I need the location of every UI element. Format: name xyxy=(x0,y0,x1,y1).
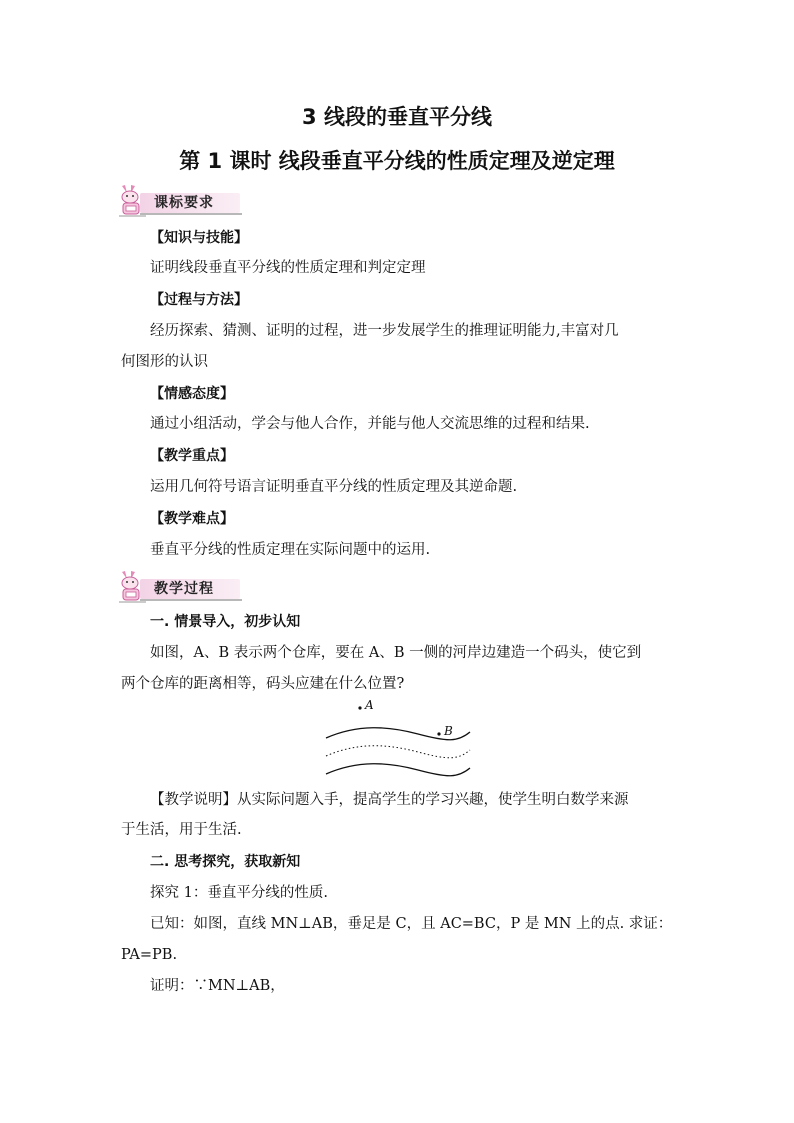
page-subtitle: 第 1 课时 线段垂直平分线的性质定理及逆定理 xyxy=(179,149,615,173)
teaching-note-continued: 于生活，用于生活. xyxy=(121,822,242,838)
emotion-text: 通过小组活动，学会与他人合作，并能与他人交流思维的过程和结果. xyxy=(150,416,590,432)
process-text-continued: 何图形的认识 xyxy=(121,354,208,370)
riverbank-bottom xyxy=(326,764,470,776)
section2-heading: 二. 思考探究，获取新知 xyxy=(150,854,301,870)
cartoon-mascot-icon xyxy=(116,182,150,218)
label-b: B xyxy=(444,724,453,738)
point-b xyxy=(437,732,440,735)
teaching-note: 【教学说明】从实际问题入手，提高学生的学习兴趣，使学生明白数学来源 xyxy=(150,792,629,808)
section1-text: 如图，A、B 表示两个仓库，要在 A、B 一侧的河岸边建造一个码头，使它到 xyxy=(150,645,642,661)
banner-underline xyxy=(140,213,242,215)
given-text-continued: PA=PB. xyxy=(121,947,178,963)
river-centerline xyxy=(326,746,470,758)
knowledge-text: 证明线段垂直平分线的性质定理和判定定理 xyxy=(150,260,426,276)
cartoon-mascot-icon xyxy=(116,568,150,604)
label-a: A xyxy=(365,698,374,712)
river-warehouse-figure xyxy=(318,694,478,784)
banner-label: 教学过程 xyxy=(154,581,214,597)
difficulty-text: 垂直平分线的性质定理在实际问题中的运用. xyxy=(150,542,431,558)
focus-heading: 【教学重点】 xyxy=(150,448,234,464)
banner-label: 课标要求 xyxy=(154,195,214,211)
standards-banner xyxy=(116,182,242,218)
section1-heading: 一. 情景导入，初步认知 xyxy=(150,614,301,630)
focus-text: 运用几何符号语言证明垂直平分线的性质定理及其逆命题. xyxy=(150,479,518,495)
explore-1-text: 探究 1：垂直平分线的性质. xyxy=(150,885,328,901)
process-heading: 【过程与方法】 xyxy=(150,292,248,308)
knowledge-heading: 【知识与技能】 xyxy=(150,230,248,246)
emotion-heading: 【情感态度】 xyxy=(150,386,234,402)
process-text: 经历探索、猜测、证明的过程，进一步发展学生的推理证明能力,丰富对几 xyxy=(150,323,619,339)
difficulty-heading: 【教学难点】 xyxy=(150,511,234,527)
given-text: 已知：如图，直线 MN⊥AB，垂足是 C，且 AC=BC，P 是 MN 上的点. 求证： xyxy=(150,916,673,932)
banner-underline xyxy=(140,599,242,601)
point-a xyxy=(358,706,361,709)
proof-text: 证明：∵MN⊥AB， xyxy=(150,978,285,994)
page-title: 3 线段的垂直平分线 xyxy=(302,105,492,129)
process-banner xyxy=(116,568,242,604)
section1-text-continued: 两个仓库的距离相等，码头应建在什么位置? xyxy=(121,676,405,692)
